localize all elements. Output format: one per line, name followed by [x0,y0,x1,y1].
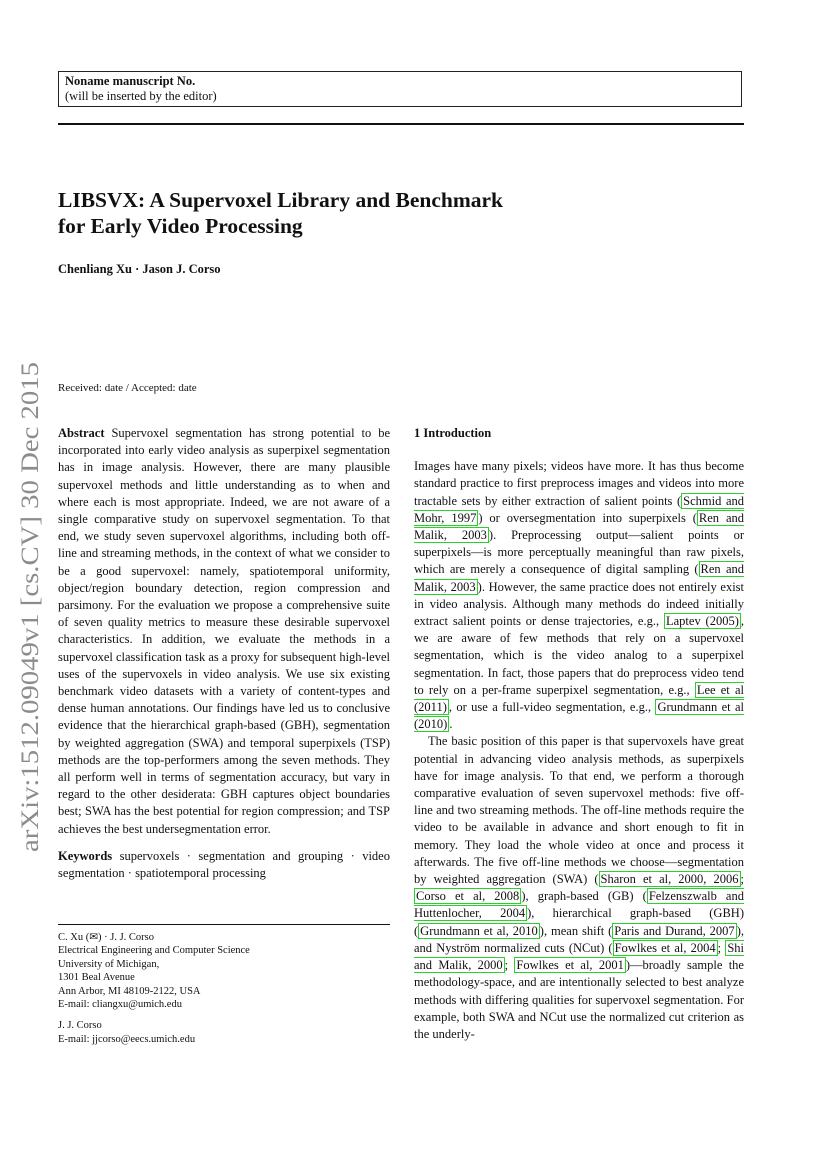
intro-paragraph-2 [414,733,744,1043]
citation-link[interactable]: Laptev (2005) [665,614,739,629]
body-text: ; [504,958,515,973]
header-rule [58,123,744,125]
affiliation-rule [58,924,390,925]
arxiv-stamp [8,362,48,852]
title-line-2: for Early Video Processing [58,214,303,238]
body-text: ), and Nyström normalized cuts (NCut) ( [414,923,744,955]
citation-link[interactable]: Grundmann et al (2010) [414,700,744,732]
citation-link[interactable]: Ren and Malik, 2003 [414,510,745,543]
citation-link[interactable]: Sharon et al, 2000, 2006 [600,872,739,887]
body-text: ; [740,872,744,887]
author-list: Chenliang Xu · Jason J. Corso [58,262,221,276]
keywords-text: supervoxels · segmentation and grouping · video segmentation · spatiotemporal processing [58,848,390,881]
noname-subtitle: (will be inserted by the editor) [65,89,217,103]
editor-note-box [58,71,742,107]
body-text: ), mean shift ( [539,923,613,938]
body-text: . [449,717,453,732]
title-line-1: LIBSVX: A Supervoxel Library and Benchmark [58,188,503,212]
body-text: ) or oversegmentation into superpixels ( [478,510,697,525]
left-column [58,425,390,882]
citation-link[interactable]: Felzenszwalb and Huttenlocher, 2004 [414,889,744,921]
abstract-label: Abstract [58,426,105,440]
right-column [414,425,744,1043]
keywords [58,848,390,882]
affil-line: University of Michigan, [58,958,160,970]
body-text: ; [717,940,726,955]
abstract [58,425,390,838]
abstract-text: Supervoxel segmentation has strong potential to be incorporated into early video analysis as superpixel segmentation has in image analysis. However, there are many plausible supervoxel methods and little understanding as to when and where each is most appropriate. Indeed, we are not aware of a single comparative study on supervoxel segmentation. To that end, we study seven supervoxel algorithms, including both off-line and streaming methods, in the context of what we consider to be a good supervoxel: namely, spatiotemporal uniformity, object/region boundary detection, region compression and parsimony. For the evaluation we propose a comprehensive suite of seven quality metrics to measure these desirable supervoxel characteristics. In addition, we evaluate the methods in a supervoxel classification task as a proxy for subsequent high-level uses of the supervoxels in video analysis. We use six existing benchmark video datasets with a variety of content-types and dense human annotations. Our findings have led us to conclusive evidence that the hierarchical graph-based (GBH), segmentation by weighted aggregation (SWA) and temporal superpixels (TSP) methods are the top-performers among the seven methods. They all perform well in terms of segmentation accuracy, but vary in regard to the other desiderata: GBH captures object boundaries best; SWA has the best potential for region compression; and TSP achieves the best undersegmentation error. [58,426,390,836]
citation-link[interactable]: Grundmann et al, 2010 [420,923,538,938]
citation-link[interactable]: Ren and Malik, 2003 [414,562,744,594]
paper-title [58,187,698,239]
body-text: ). Preprocessing output—salient points or superpixels—is more perceptually meaningful than raw pixels, which are merely a consequence of digital sampling ( [414,528,745,577]
affil-email: E-mail: cliangxu@umich.edu [58,999,182,1011]
affil-line: Ann Arbor, MI 48109-2122, USA [58,985,201,997]
body-text: , we are aware of few methods that rely on a supervoxel segmentation, which is the video analog to a superpixel segmentation. In fact, those papers that do preprocess video tend to rely on a per-frame superpixel segmentation, e.g., [414,614,745,697]
body-text: The basic position of this paper is that supervoxels have great potential in advancing video analysis methods, as superpixels have for image analysis. To that end, we perform a thorough comparative evaluation of seven supervoxel methods: five off-line and two streaming methods. The off-line methods require the video to be available in advance and short enough to fit in memory. They load the whole video at once and process it afterwards. The five off-line methods we choose—segmentation by weighted aggregation (SWA) ( [414,734,744,887]
affil-line: J. J. Corso [58,1020,102,1032]
citation-link[interactable]: Fowlkes et al, 2001 [516,958,624,973]
received-date: Received: date / Accepted: date [58,382,197,394]
arxiv-stamp-text: arXiv:1512.09049v1 [cs.CV] 30 Dec 2015 [15,417,44,852]
keywords-label: Keywords [58,848,113,863]
body-text: )—broadly sample the methodology-space, and are intentionally selected to best analyze methods with differing qualities for supervoxel segmentation. For example, both SWA and NCut use the normalized cut criterion as the underly- [414,958,744,1041]
body-text: , or use a full-video segmentation, e.g., [448,700,656,715]
section-heading: 1 Introduction [414,426,492,440]
body-text: ). However, the same practice does not entirely exist in video analysis. Although many methods do indeed initially extract salient points or dense trajectories, e.g., [414,579,745,629]
citation-link[interactable]: Fowlkes et al, 2004 [614,940,716,955]
citation-link[interactable]: Shi and Malik, 2000 [414,940,744,973]
body-text: ), hierarchical graph-based (GBH) ( [414,906,744,938]
citation-link[interactable]: Schmid and Mohr, 1997 [414,493,745,525]
body-text: ), graph-based (GB) ( [521,889,647,904]
arxiv-stamp-svg [8,362,48,852]
citation-link[interactable]: Corso et al, 2008 [416,889,520,904]
body-text: Images have many pixels; videos have more. It has thus become standard practice to first preprocess images and videos into more tractable sets by either extraction of salient points ( [414,459,744,508]
affiliation-block [58,931,390,1046]
affil-email: E-mail: jjcorso@eecs.umich.edu [58,1033,196,1045]
citation-link[interactable]: Paris and Durand, 2007 [614,923,735,938]
affil-line: C. Xu (✉) · J. J. Corso [58,932,155,943]
citation-link[interactable]: Lee et al (2011) [414,682,744,715]
affil-line: 1301 Beal Avenue [58,972,135,984]
noname-title: Noname manuscript No. [65,74,196,88]
intro-paragraph-1 [414,458,744,733]
affil-line: Electrical Engineering and Computer Science [58,945,250,957]
